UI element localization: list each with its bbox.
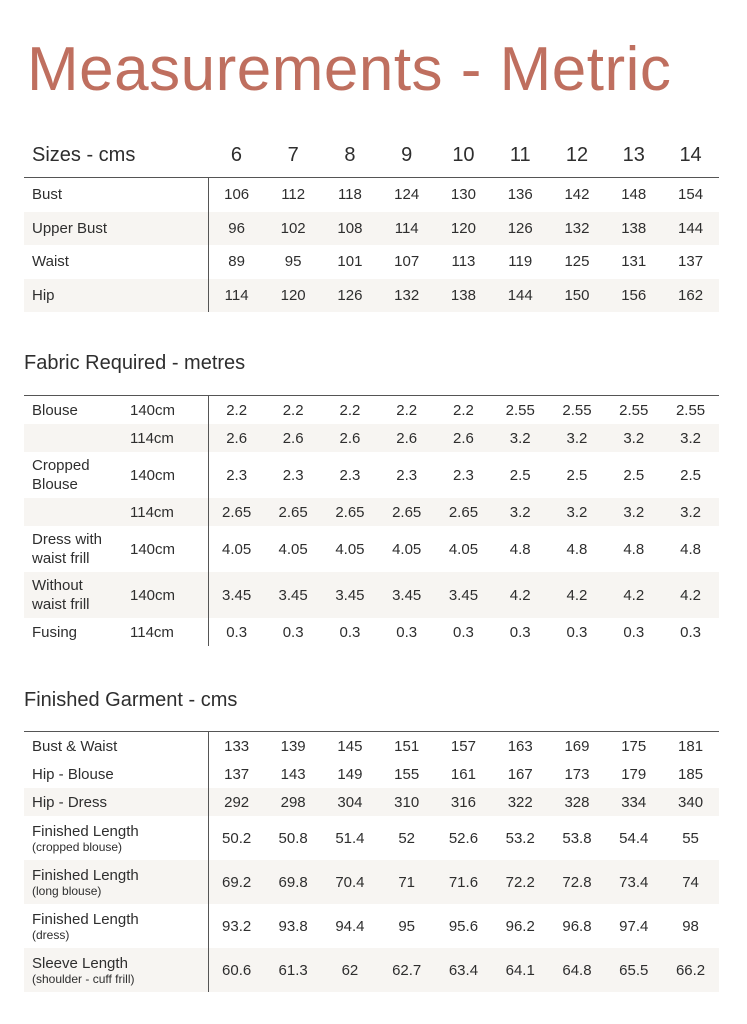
finished-table bbox=[24, 731, 719, 992]
cell: 2.6 bbox=[322, 424, 379, 452]
cell: 144 bbox=[662, 212, 719, 246]
cell: 3.45 bbox=[435, 572, 492, 618]
cell: 161 bbox=[450, 765, 476, 783]
cell: 2.5 bbox=[680, 466, 701, 484]
cell: 52 bbox=[398, 829, 416, 847]
cell: 71.6 bbox=[435, 860, 492, 904]
size-header: 14 bbox=[679, 143, 702, 166]
cell: 157 bbox=[435, 732, 492, 761]
page-title: Measurements - Metric bbox=[27, 35, 672, 104]
cell: 73.4 bbox=[605, 860, 662, 904]
cell: 98 bbox=[682, 917, 699, 935]
cell: 50.2 bbox=[222, 829, 252, 847]
table-row bbox=[24, 279, 719, 313]
size-header: 13 bbox=[622, 143, 645, 166]
size-header: 8 bbox=[344, 143, 356, 166]
cell: 107 bbox=[394, 253, 420, 271]
cell: 3.45 bbox=[208, 572, 265, 618]
cell: 51.4 bbox=[335, 829, 365, 847]
cell: 108 bbox=[322, 212, 379, 246]
sizes-table bbox=[24, 133, 719, 312]
row-label-line: Blouse bbox=[32, 476, 78, 493]
cell: 133 bbox=[208, 732, 265, 761]
cell: 89 bbox=[228, 253, 245, 271]
row-label-line: waist frill bbox=[32, 550, 90, 567]
cell: 154 bbox=[662, 178, 719, 212]
row-label: Bust & Waist bbox=[24, 732, 208, 761]
cell: 151 bbox=[378, 732, 435, 761]
cell: 148 bbox=[605, 178, 662, 212]
cell: 4.8 bbox=[680, 540, 701, 558]
cell: 185 bbox=[678, 765, 704, 783]
cell: 72.2 bbox=[492, 860, 549, 904]
cell: 3.2 bbox=[662, 498, 719, 526]
row-label-line: waist frill bbox=[32, 596, 90, 613]
row-label-main: Finished Length bbox=[32, 910, 139, 928]
cell: 0.3 bbox=[509, 623, 531, 641]
cell: 3.2 bbox=[662, 424, 719, 452]
table-row bbox=[24, 860, 719, 904]
cell: 139 bbox=[265, 732, 322, 761]
cell: 69.2 bbox=[208, 860, 265, 904]
table-row bbox=[24, 572, 719, 618]
cell: 126 bbox=[322, 279, 379, 313]
cell: 3.45 bbox=[265, 572, 322, 618]
row-label: Upper Bust bbox=[24, 212, 208, 246]
cell: 62.7 bbox=[378, 948, 435, 992]
table-row bbox=[24, 245, 719, 279]
cell: 66.2 bbox=[662, 948, 719, 992]
cell: 181 bbox=[662, 732, 719, 761]
table-row bbox=[24, 760, 719, 788]
cell: 132 bbox=[378, 279, 435, 313]
cell: 69.8 bbox=[265, 860, 322, 904]
cell: 4.05 bbox=[448, 540, 479, 558]
cell: 50.8 bbox=[278, 829, 308, 847]
cell: 2.65 bbox=[322, 498, 379, 526]
table-row bbox=[24, 732, 719, 761]
cell: 0.3 bbox=[396, 623, 418, 641]
cell: 64.1 bbox=[492, 948, 549, 992]
fabric-width: 114cm bbox=[130, 498, 208, 526]
cell: 97.4 bbox=[619, 917, 649, 935]
table-row bbox=[24, 498, 719, 526]
cell: 162 bbox=[662, 279, 719, 313]
cell: 2.2 bbox=[265, 396, 322, 425]
row-label bbox=[24, 948, 208, 992]
cell: 70.4 bbox=[322, 860, 379, 904]
cell: 304 bbox=[322, 788, 379, 816]
size-header: 7 bbox=[287, 143, 299, 166]
cell: 142 bbox=[549, 178, 606, 212]
cell: 144 bbox=[492, 279, 549, 313]
cell: 156 bbox=[605, 279, 662, 313]
cell: 3.45 bbox=[322, 572, 379, 618]
cell: 298 bbox=[265, 788, 322, 816]
cell: 94.4 bbox=[335, 917, 365, 935]
fabric-width: 140cm bbox=[130, 452, 208, 498]
row-label bbox=[24, 816, 208, 860]
row-label bbox=[24, 860, 208, 904]
cell: 118 bbox=[322, 178, 379, 212]
cell: 2.2 bbox=[322, 396, 379, 425]
cell: 52.6 bbox=[448, 829, 479, 847]
cell: 71 bbox=[378, 860, 435, 904]
cell: 4.2 bbox=[549, 572, 606, 618]
row-label-note: (dress) bbox=[32, 927, 70, 942]
table-row bbox=[24, 178, 719, 212]
cell: 4.8 bbox=[623, 540, 645, 558]
cell: 149 bbox=[337, 765, 363, 783]
cell: 61.3 bbox=[265, 948, 322, 992]
finished-section-title: Finished Garment - cms bbox=[24, 689, 238, 711]
table-row bbox=[24, 618, 719, 646]
fabric-width: 140cm bbox=[130, 526, 208, 572]
cell: 179 bbox=[621, 765, 647, 783]
cell: 322 bbox=[492, 788, 549, 816]
cell: 2.55 bbox=[549, 396, 606, 425]
cell: 2.55 bbox=[605, 396, 662, 425]
cell: 150 bbox=[549, 279, 606, 313]
row-label: Fusing bbox=[32, 623, 78, 641]
row-label: Blouse bbox=[24, 396, 130, 425]
cell: 74 bbox=[662, 860, 719, 904]
cell: 2.6 bbox=[208, 424, 265, 452]
cell: 0.3 bbox=[226, 623, 248, 641]
cell: 2.6 bbox=[435, 424, 492, 452]
table-row bbox=[24, 424, 719, 452]
cell: 112 bbox=[265, 178, 322, 212]
row-label bbox=[24, 572, 130, 618]
cell: 114 bbox=[208, 279, 265, 313]
cell: 143 bbox=[280, 765, 306, 783]
cell: 136 bbox=[492, 178, 549, 212]
table-row bbox=[24, 526, 719, 572]
table-row bbox=[24, 904, 719, 948]
fabric-width: 140cm bbox=[130, 572, 208, 618]
row-label-line: Dress with bbox=[32, 531, 103, 548]
cell: 328 bbox=[549, 788, 606, 816]
cell: 3.2 bbox=[549, 424, 606, 452]
cell: 130 bbox=[435, 178, 492, 212]
cell: 4.2 bbox=[662, 572, 719, 618]
cell: 65.5 bbox=[605, 948, 662, 992]
cell: 163 bbox=[492, 732, 549, 761]
cell: 310 bbox=[378, 788, 435, 816]
row-label: Hip bbox=[24, 279, 208, 313]
cell: 0.3 bbox=[282, 623, 304, 641]
cell: 2.3 bbox=[226, 466, 248, 484]
cell: 145 bbox=[322, 732, 379, 761]
cell: 2.55 bbox=[492, 396, 549, 425]
cell: 95 bbox=[398, 917, 416, 935]
table-row bbox=[24, 948, 719, 992]
cell: 95.6 bbox=[448, 917, 479, 935]
row-label-note: (cropped blouse) bbox=[32, 839, 123, 854]
row-label bbox=[24, 424, 130, 452]
table-row bbox=[24, 788, 719, 816]
cell: 138 bbox=[605, 212, 662, 246]
table-row bbox=[24, 212, 719, 246]
sizes-header-label: Sizes - cms bbox=[32, 143, 136, 166]
fabric-table bbox=[24, 395, 719, 646]
cell: 2.6 bbox=[265, 424, 322, 452]
cell: 169 bbox=[549, 732, 606, 761]
cell: 131 bbox=[621, 253, 647, 271]
cell: 2.65 bbox=[208, 498, 265, 526]
row-label: Hip - Blouse bbox=[24, 760, 208, 788]
row-label bbox=[24, 526, 130, 572]
row-label-note: (long blouse) bbox=[32, 883, 102, 898]
row-label bbox=[24, 452, 130, 498]
cell: 137 bbox=[678, 253, 704, 271]
cell: 120 bbox=[265, 279, 322, 313]
cell: 60.6 bbox=[208, 948, 265, 992]
cell: 64.8 bbox=[549, 948, 606, 992]
cell: 2.65 bbox=[378, 498, 435, 526]
cell: 106 bbox=[208, 178, 265, 212]
table-row bbox=[24, 816, 719, 860]
cell: 4.2 bbox=[605, 572, 662, 618]
row-label-line: Without bbox=[32, 577, 83, 594]
cell: 119 bbox=[508, 253, 533, 271]
cell: 96 bbox=[208, 212, 265, 246]
cell: 292 bbox=[208, 788, 265, 816]
cell: 316 bbox=[435, 788, 492, 816]
cell: 3.45 bbox=[378, 572, 435, 618]
table-row bbox=[24, 452, 719, 498]
cell: 2.65 bbox=[435, 498, 492, 526]
cell: 55 bbox=[682, 829, 699, 847]
cell: 138 bbox=[435, 279, 492, 313]
cell: 4.2 bbox=[492, 572, 549, 618]
cell: 2.3 bbox=[396, 466, 418, 484]
cell: 137 bbox=[224, 765, 250, 783]
cell: 4.05 bbox=[392, 540, 422, 558]
cell: 2.2 bbox=[208, 396, 265, 425]
cell: 173 bbox=[564, 765, 590, 783]
cell: 125 bbox=[564, 253, 590, 271]
cell: 4.8 bbox=[509, 540, 531, 558]
cell: 54.4 bbox=[619, 829, 649, 847]
cell: 175 bbox=[605, 732, 662, 761]
cell: 72.8 bbox=[549, 860, 606, 904]
row-label bbox=[24, 498, 130, 526]
cell: 124 bbox=[378, 178, 435, 212]
fabric-width: 140cm bbox=[130, 396, 208, 425]
cell: 0.3 bbox=[623, 623, 645, 641]
row-label-line: Cropped bbox=[32, 457, 90, 474]
cell: 2.55 bbox=[662, 396, 719, 425]
row-label-main: Finished Length bbox=[32, 866, 139, 884]
cell: 113 bbox=[451, 253, 476, 271]
cell: 102 bbox=[265, 212, 322, 246]
cell: 3.2 bbox=[492, 424, 549, 452]
cell: 120 bbox=[435, 212, 492, 246]
cell: 3.2 bbox=[492, 498, 549, 526]
fabric-width: 114cm bbox=[130, 618, 208, 646]
cell: 2.2 bbox=[378, 396, 435, 425]
cell: 3.2 bbox=[549, 498, 606, 526]
row-label: Hip - Dress bbox=[24, 788, 208, 816]
cell: 96.2 bbox=[505, 917, 535, 935]
fabric-section-title: Fabric Required - metres bbox=[24, 352, 246, 374]
cell: 62 bbox=[322, 948, 379, 992]
size-header: 11 bbox=[509, 143, 531, 166]
cell: 132 bbox=[549, 212, 606, 246]
cell: 53.8 bbox=[562, 829, 592, 847]
cell: 93.8 bbox=[278, 917, 308, 935]
cell: 3.2 bbox=[605, 498, 662, 526]
size-header: 9 bbox=[401, 143, 413, 166]
row-label-main: Finished Length bbox=[32, 822, 139, 840]
row-label-note: (shoulder - cuff frill) bbox=[32, 971, 135, 986]
cell: 334 bbox=[605, 788, 662, 816]
cell: 2.5 bbox=[566, 466, 588, 484]
cell: 4.8 bbox=[566, 540, 588, 558]
cell: 4.05 bbox=[278, 540, 308, 558]
cell: 0.3 bbox=[680, 623, 701, 641]
cell: 2.3 bbox=[339, 466, 361, 484]
row-label: Bust bbox=[24, 178, 208, 212]
cell: 93.2 bbox=[222, 917, 252, 935]
fabric-width: 114cm bbox=[130, 424, 208, 452]
size-header: 12 bbox=[565, 143, 589, 166]
cell: 96.8 bbox=[562, 917, 592, 935]
cell: 167 bbox=[507, 765, 533, 783]
cell: 2.3 bbox=[282, 466, 304, 484]
size-header: 6 bbox=[230, 143, 242, 166]
cell: 2.2 bbox=[435, 396, 492, 425]
cell: 114 bbox=[378, 212, 435, 246]
table-row bbox=[24, 396, 719, 425]
cell: 101 bbox=[337, 253, 363, 271]
cell: 2.3 bbox=[453, 466, 474, 484]
sizes-header-row bbox=[24, 133, 719, 178]
cell: 2.5 bbox=[509, 466, 531, 484]
row-label bbox=[24, 904, 208, 948]
cell: 63.4 bbox=[435, 948, 492, 992]
cell: 4.05 bbox=[335, 540, 365, 558]
cell: 53.2 bbox=[505, 829, 535, 847]
cell: 340 bbox=[662, 788, 719, 816]
cell: 95 bbox=[284, 253, 302, 271]
cell: 0.3 bbox=[566, 623, 588, 641]
row-label-main: Sleeve Length bbox=[32, 954, 128, 972]
row-label: Waist bbox=[24, 245, 208, 279]
cell: 3.2 bbox=[605, 424, 662, 452]
cell: 0.3 bbox=[339, 623, 361, 641]
cell: 0.3 bbox=[453, 623, 474, 641]
size-header: 10 bbox=[452, 143, 475, 166]
cell: 2.65 bbox=[265, 498, 322, 526]
cell: 2.5 bbox=[623, 466, 645, 484]
cell: 4.05 bbox=[222, 540, 252, 558]
cell: 2.6 bbox=[378, 424, 435, 452]
cell: 155 bbox=[394, 765, 420, 783]
cell: 126 bbox=[492, 212, 549, 246]
